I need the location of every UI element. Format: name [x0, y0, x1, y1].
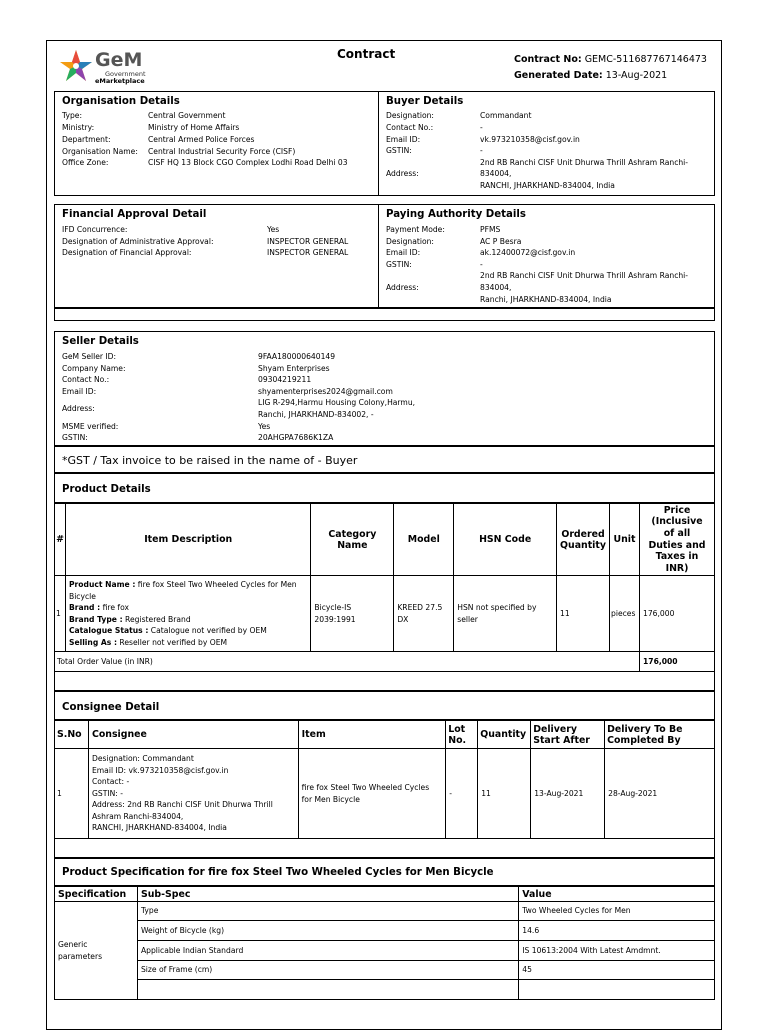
- financial-paying-divider: [378, 204, 379, 308]
- seller-company-label: Company Name:: [62, 364, 126, 373]
- paying-designation-label: Designation:: [386, 237, 434, 246]
- spec-row: [55, 921, 715, 941]
- col-consignee: Consignee: [88, 721, 298, 749]
- product-header-row: [55, 504, 715, 576]
- seller-contact-value: 09304219211: [258, 375, 312, 384]
- spec-group: [55, 902, 138, 1000]
- col-start-l1: Delivery: [533, 723, 577, 735]
- generated-date-label: Generated Date:: [514, 70, 603, 81]
- consignee-table: [54, 720, 715, 839]
- product-category: [311, 576, 394, 652]
- spacer-row-3: [54, 838, 715, 858]
- product-title-box: [54, 473, 715, 503]
- col-unit: Unit: [610, 504, 640, 576]
- financial-approval-label: Designation of Financial Approval:: [62, 248, 192, 257]
- col-complete-l1: Delivery To Be: [607, 723, 683, 735]
- spec-group-l1: Generic: [58, 940, 88, 949]
- spec-sub-empty: [137, 980, 518, 1000]
- payment-mode-value: PFMS: [480, 225, 501, 234]
- col-delivery-start: [531, 721, 605, 749]
- seller-details-title: Seller Details: [62, 336, 139, 347]
- spec-group-l2: parameters: [58, 951, 103, 961]
- seller-msme-label: MSME verified:: [62, 422, 119, 431]
- logo-sub-government: Government: [105, 70, 146, 78]
- col-category-l2: Name: [337, 539, 368, 551]
- product-name-label: Product Name :: [68, 580, 136, 589]
- col-price: [640, 504, 715, 576]
- paying-address-line2: 834004,: [480, 283, 512, 292]
- buyer-designation-value: Commandant: [480, 111, 532, 120]
- spec-value: IS 10613:2004 With Latest Amdmnt.: [519, 941, 715, 961]
- product-hsn: [454, 576, 557, 652]
- buyer-email-label: Email ID:: [386, 135, 421, 144]
- col-lot: [446, 721, 478, 749]
- product-model-l2: DX: [397, 614, 409, 624]
- paying-gstin-label: GSTIN:: [386, 260, 412, 269]
- col-qty-l2: Quantity: [560, 539, 606, 551]
- consignee-header-row: [55, 721, 715, 749]
- product-category-l1: Bicycle-IS: [314, 603, 352, 612]
- buyer-contact-label: Contact No.:: [386, 123, 434, 132]
- buyer-contact-value: -: [480, 123, 483, 132]
- seller-company-value: Shyam Enterprises: [258, 364, 330, 373]
- paying-email-value: ak.12400072@cisf.gov.in: [480, 248, 576, 257]
- paying-authority-title: Paying Authority Details: [386, 209, 526, 220]
- contract-page: [46, 40, 722, 1030]
- paying-gstin-value: -: [480, 260, 483, 269]
- seller-id-value: 9FAA180000640149: [258, 352, 336, 361]
- spec-sub: Weight of Bicycle (kg): [137, 921, 518, 941]
- seller-address-line1: LIG R-294,Harmu Housing Colony,Harmu,: [258, 398, 416, 407]
- brand-value: fire fox: [102, 603, 129, 612]
- product-description: [65, 576, 310, 652]
- org-ministry-value: Ministry of Home Affairs: [148, 123, 240, 132]
- product-row: [55, 576, 715, 652]
- org-department-label: Department:: [62, 135, 111, 144]
- col-price-l5: Taxes in: [655, 551, 699, 563]
- spec-value: 45: [519, 961, 715, 980]
- buyer-email-value: vk.973210358@cisf.gov.in: [480, 135, 580, 144]
- paying-email-label: Email ID:: [386, 248, 421, 257]
- col-price-l4: Duties and: [648, 539, 706, 551]
- col-lot-l2: No.: [448, 734, 467, 746]
- col-sub-spec: Sub-Spec: [137, 887, 518, 902]
- product-table: [54, 503, 715, 672]
- product-model: [394, 576, 454, 652]
- col-category-l1: Category: [328, 528, 377, 540]
- financial-approval-title: Financial Approval Detail: [62, 209, 207, 220]
- org-type-label: Type:: [62, 111, 82, 120]
- seller-address-label: Address:: [62, 404, 95, 413]
- org-name-value: Central Industrial Security Force (CISF): [148, 147, 296, 156]
- product-name-line2: Bicycle: [68, 591, 96, 601]
- catalogue-status-label: Catalogue Status :: [68, 626, 149, 635]
- col-model: Model: [394, 504, 454, 576]
- buyer-designation-label: Designation:: [386, 111, 434, 120]
- spec-value: 14.6: [519, 921, 715, 941]
- seller-id-label: GeM Seller ID:: [62, 352, 117, 361]
- buyer-address-label: Address:: [386, 169, 419, 178]
- contract-number: [514, 54, 707, 65]
- col-sno: S.No: [55, 721, 89, 749]
- org-details-title: Organisation Details: [62, 96, 180, 107]
- seller-gstin-value: 20AHGPA7686K1ZA: [258, 433, 334, 442]
- spec-row: [55, 902, 715, 921]
- spacer-row: [54, 308, 715, 321]
- brand-type-label: Brand Type :: [68, 614, 123, 624]
- consignee-row: [55, 749, 715, 839]
- consignee-address-l3: RANCHI, JHARKHAND-834004, India: [91, 823, 227, 833]
- consignee-sno: 1: [55, 749, 89, 839]
- org-buyer-divider: [378, 91, 379, 196]
- seller-address-line2: Ranchi, JHARKHAND-834002, -: [258, 410, 374, 419]
- product-details-title: Product Details: [62, 484, 151, 495]
- spec-sub: Size of Frame (cm): [137, 961, 518, 980]
- consignee-gstin: GSTIN: -: [91, 788, 123, 798]
- buyer-gstin-label: GSTIN:: [386, 146, 412, 155]
- buyer-address-line3: RANCHI, JHARKHAND-834004, India: [480, 181, 615, 190]
- product-num: 1: [55, 576, 66, 652]
- col-item-description: Item Description: [65, 504, 310, 576]
- gem-logo: [55, 46, 165, 86]
- col-complete-l2: Completed By: [607, 734, 681, 746]
- col-start-l2: Start After: [533, 734, 590, 746]
- buyer-address-line2: 834004,: [480, 169, 512, 178]
- col-num: #: [55, 504, 66, 576]
- consignee-delivery-start: 13-Aug-2021: [531, 749, 605, 839]
- org-department-value: Central Armed Police Forces: [148, 135, 255, 144]
- col-delivery-complete: [605, 721, 715, 749]
- consignee-designation: Designation: Commandant: [91, 754, 194, 764]
- seller-email-value: shyamenterprises2024@gmail.com: [258, 387, 393, 396]
- selling-as-value: Reseller not verified by OEM: [119, 637, 228, 647]
- paying-address-line1: 2nd RB Ranchi CISF Unit Dhurwa Thrill Ashram Ranchi-: [480, 271, 689, 280]
- seller-gstin-label: GSTIN:: [62, 433, 88, 442]
- ifd-concurrence-label: IFD Concurrence:: [62, 225, 128, 234]
- spec-title: Product Specification for fire fox Steel Two Wheeled Cycles for Men Bicycle: [62, 867, 494, 878]
- org-name-label: Organisation Name:: [62, 147, 138, 156]
- spec-sub: Applicable Indian Standard: [137, 941, 518, 961]
- contract-no-label: Contract No:: [514, 54, 582, 65]
- product-unit: pieces: [610, 576, 640, 652]
- consignee-contact: Contact: -: [91, 777, 130, 787]
- col-price-l3: of all: [663, 527, 691, 539]
- col-ordered-qty: [557, 504, 610, 576]
- logo-sub-emarketplace: eMarketplace: [95, 77, 145, 85]
- consignee-email: Email ID: vk.973210358@cisf.gov.in: [91, 765, 229, 775]
- consignee-lot: -: [446, 749, 478, 839]
- col-category: [311, 504, 394, 576]
- catalogue-status-value: Catalogue not verified by OEM: [150, 626, 267, 635]
- generated-date: [514, 70, 667, 81]
- org-ministry-label: Ministry:: [62, 123, 95, 132]
- consignee-item-l2: for Men Bicycle: [301, 794, 360, 804]
- admin-approval-value: INSPECTOR GENERAL: [267, 237, 349, 246]
- gem-star-icon: [59, 48, 93, 84]
- org-zone-label: Office Zone:: [62, 158, 109, 167]
- gst-note: *GST / Tax invoice to be raised in the name of - Buyer: [62, 454, 358, 467]
- org-type-value: Central Government: [148, 111, 226, 120]
- payment-mode-label: Payment Mode:: [386, 225, 445, 234]
- consignee-qty: 11: [478, 749, 531, 839]
- col-price-l1: Price: [663, 504, 691, 516]
- spec-header-row: [55, 887, 715, 902]
- consignee-item: [298, 749, 446, 839]
- col-hsn: HSN Code: [454, 504, 557, 576]
- paying-designation-value: AC P Besra: [480, 237, 522, 246]
- consignee-info: [88, 749, 298, 839]
- financial-approval-value: INSPECTOR GENERAL: [267, 248, 349, 257]
- logo-name: GeM: [95, 49, 143, 71]
- total-value: 176,000: [640, 652, 715, 672]
- consignee-address-l2: Ashram Ranchi-834004,: [91, 811, 184, 821]
- spec-value: Two Wheeled Cycles for Men: [519, 902, 715, 921]
- selling-as-label: Selling As :: [68, 637, 117, 647]
- product-price: 176,000: [640, 576, 715, 652]
- admin-approval-label: Designation of Administrative Approval:: [62, 237, 214, 246]
- product-model-l1: KREED 27.5: [397, 603, 443, 612]
- consignee-item-l1: fire fox Steel Two Wheeled Cycles: [301, 783, 430, 792]
- col-qty-l1: Ordered: [561, 528, 605, 540]
- paying-address-line3: Ranchi, JHARKHAND-834004, India: [480, 295, 612, 304]
- seller-msme-value: Yes: [258, 422, 271, 431]
- col-price-l2: (Inclusive: [651, 516, 703, 528]
- generated-date-value: 13-Aug-2021: [605, 70, 668, 81]
- brand-label: Brand :: [68, 603, 101, 612]
- spec-sub: Type: [137, 902, 518, 921]
- seller-contact-label: Contact No.:: [62, 375, 110, 384]
- product-total-row: [55, 652, 715, 672]
- col-specification: Specification: [55, 887, 138, 902]
- spec-row: [55, 961, 715, 980]
- col-quantity: Quantity: [478, 721, 531, 749]
- total-label: Total Order Value (in INR): [55, 652, 640, 672]
- buyer-details-title: Buyer Details: [386, 96, 464, 107]
- col-item: Item: [298, 721, 446, 749]
- consignee-detail-title: Consignee Detail: [62, 702, 160, 713]
- consignee-address-l1: Address: 2nd RB Ranchi CISF Unit Dhurwa Thrill: [91, 800, 273, 810]
- page-title: Contract: [337, 47, 396, 61]
- contract-no-value: GEMC-511687767146473: [584, 54, 707, 65]
- col-lot-l1: Lot: [448, 723, 466, 735]
- spec-row: [55, 941, 715, 961]
- ifd-concurrence-value: Yes: [267, 225, 280, 234]
- col-price-l6: INR): [665, 562, 689, 574]
- paying-address-label: Address:: [386, 283, 419, 292]
- product-hsn-l1: HSN not specified by: [457, 603, 537, 612]
- buyer-gstin-value: -: [480, 146, 483, 155]
- col-value: Value: [519, 887, 715, 902]
- consignee-delivery-complete: 28-Aug-2021: [605, 749, 715, 839]
- seller-email-label: Email ID:: [62, 387, 97, 396]
- product-hsn-l2: seller: [457, 614, 478, 624]
- spec-table: [54, 886, 715, 1000]
- brand-type-value: Registered Brand: [125, 614, 191, 624]
- product-name-line1: fire fox Steel Two Wheeled Cycles for Men: [137, 580, 297, 589]
- org-zone-value: CISF HQ 13 Block CGO Complex Lodhi Road Delhi 03: [148, 158, 348, 167]
- spacer-row-2: [54, 671, 715, 691]
- buyer-address-line1: 2nd RB Ranchi CISF Unit Dhurwa Thrill Ashram Ranchi-: [480, 158, 689, 167]
- spec-row-empty: [55, 980, 715, 1000]
- spec-value-empty: [519, 980, 715, 1000]
- product-category-l2: 2039:1991: [314, 614, 356, 624]
- product-qty: 11: [557, 576, 610, 652]
